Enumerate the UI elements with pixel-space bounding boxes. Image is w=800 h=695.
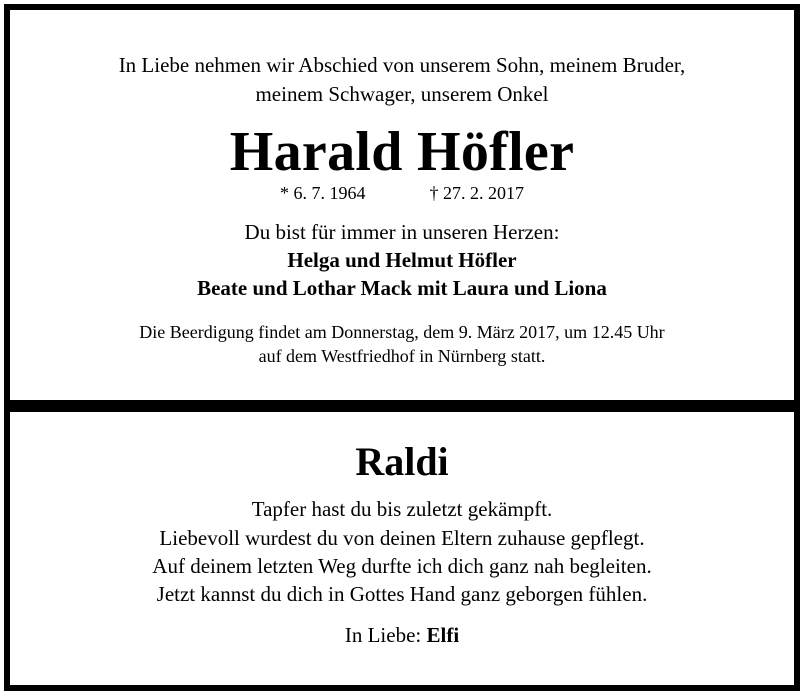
signature-name: Elfi	[426, 623, 460, 647]
family-line-1: Helga und Helmut Höfler	[287, 248, 517, 272]
deceased-name: Harald Höfler	[229, 121, 575, 183]
signature	[10, 622, 794, 648]
family-line-2: Beate und Lothar Mack mit Laura und Liona	[197, 276, 607, 300]
birth-date: * 6. 7. 1964	[280, 183, 366, 203]
obituary-notice-main	[4, 4, 800, 406]
signature-prefix: In Liebe:	[344, 623, 427, 647]
verse-line-1: Tapfer hast du bis zuletzt gekämpft.	[251, 497, 553, 521]
intro-line-1: In Liebe nehmen wir Abschied von unserem Sohn, meinem Bruder,	[118, 53, 686, 77]
intro-line-2: meinem Schwager, unserem Onkel	[255, 82, 549, 106]
nickname: Raldi	[355, 439, 449, 484]
verse-line-2: Liebevoll wurdest du von deinen Eltern zuhause gepflegt.	[159, 526, 645, 550]
verse-line-3: Auf deinem letzten Weg durfte ich dich ganz nah begleiten.	[152, 554, 652, 578]
life-dates	[10, 182, 794, 204]
funeral-line-2: auf dem Westfriedhof in Nürnberg statt.	[258, 346, 546, 366]
funeral-line-1: Die Beerdigung findet am Donnerstag, dem 9. März 2017, um 12.45 Uhr	[139, 322, 665, 342]
death-date: † 27. 2. 2017	[429, 183, 524, 203]
obituary-notice-personal	[4, 406, 800, 691]
heart-line: Du bist für immer in unseren Herzen:	[244, 220, 560, 244]
verse-line-4: Jetzt kannst du dich in Gottes Hand ganz geborgen fühlen.	[156, 582, 648, 606]
